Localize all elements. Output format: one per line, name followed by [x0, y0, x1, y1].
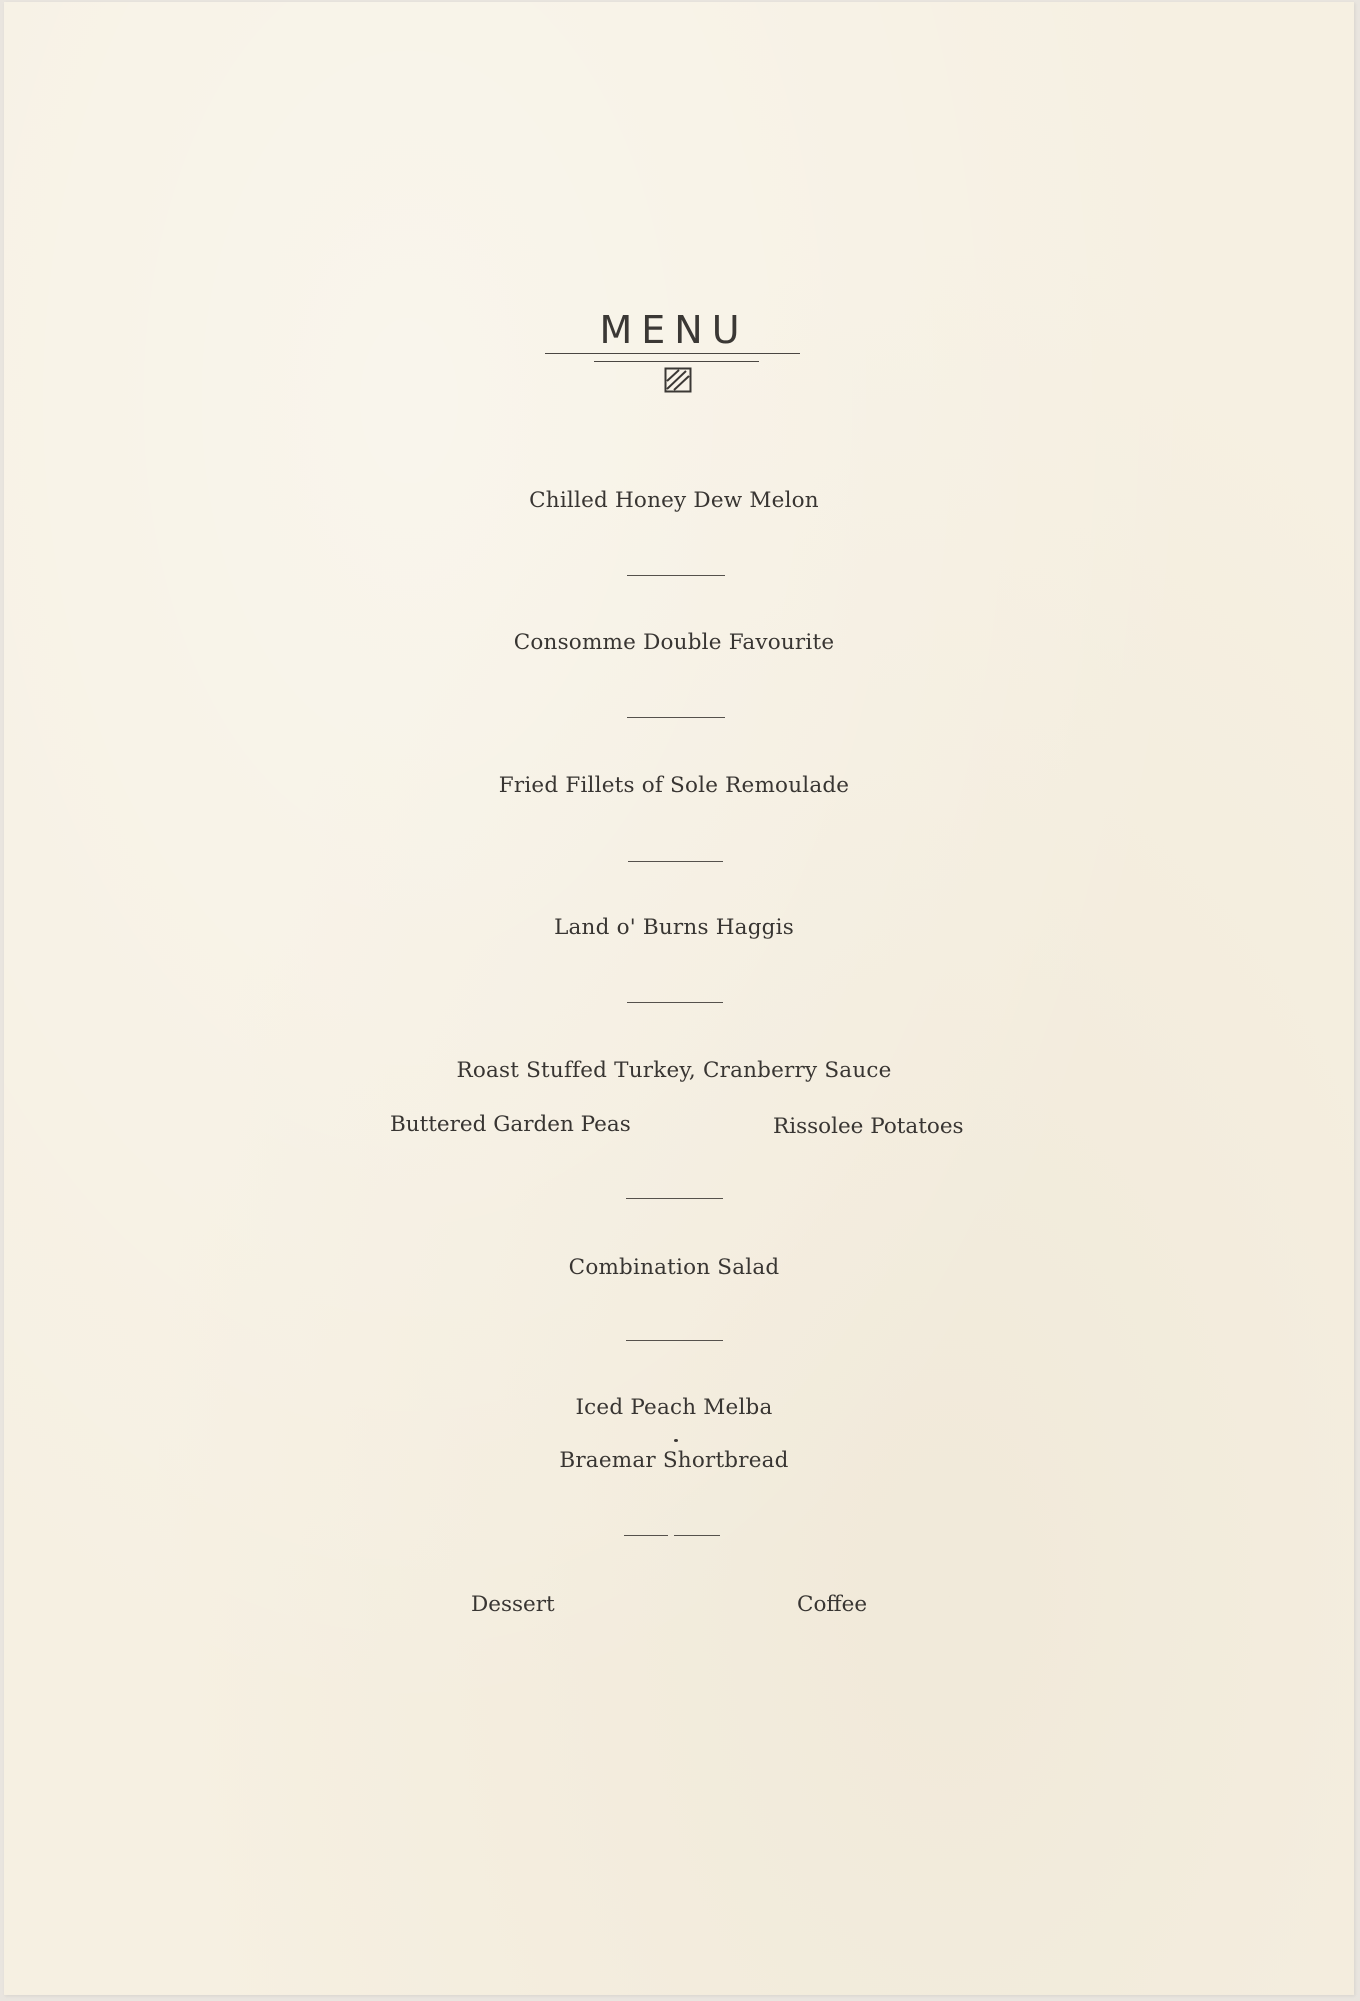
- closing-divider-left: [624, 1535, 668, 1536]
- side-peas: Buttered Garden Peas: [390, 1112, 631, 1137]
- course-salad: Combination Salad: [568, 1255, 780, 1280]
- menu-card: [4, 2, 1354, 1995]
- course-divider: [626, 1198, 723, 1199]
- sweet-shortbread: Braemar Shortbread: [559, 1448, 789, 1473]
- menu-title: MENU: [599, 308, 749, 352]
- course-haggis: Land o' Burns Haggis: [554, 915, 794, 940]
- ornament-dot: [674, 1439, 678, 1442]
- course-divider: [627, 1002, 723, 1003]
- monogram-emblem-icon: [664, 367, 692, 393]
- side-potatoes: Rissolee Potatoes: [773, 1114, 964, 1139]
- course-sole: Fried Fillets of Sole Remoulade: [498, 773, 850, 798]
- course-melon: Chilled Honey Dew Melon: [529, 488, 819, 513]
- course-divider: [628, 861, 723, 862]
- course-divider: [626, 1340, 723, 1341]
- title-rule-lower: [594, 361, 759, 362]
- closing-coffee: Coffee: [797, 1592, 868, 1617]
- course-turkey: Roast Stuffed Turkey, Cranberry Sauce: [456, 1058, 892, 1083]
- course-consomme: Consomme Double Favourite: [513, 630, 835, 655]
- course-divider: [627, 717, 725, 718]
- sweet-peach-melba: Iced Peach Melba: [575, 1395, 773, 1420]
- closing-dessert: Dessert: [471, 1592, 555, 1617]
- course-divider: [627, 575, 725, 576]
- title-rule-upper: [545, 353, 800, 354]
- closing-divider-right: [674, 1535, 720, 1536]
